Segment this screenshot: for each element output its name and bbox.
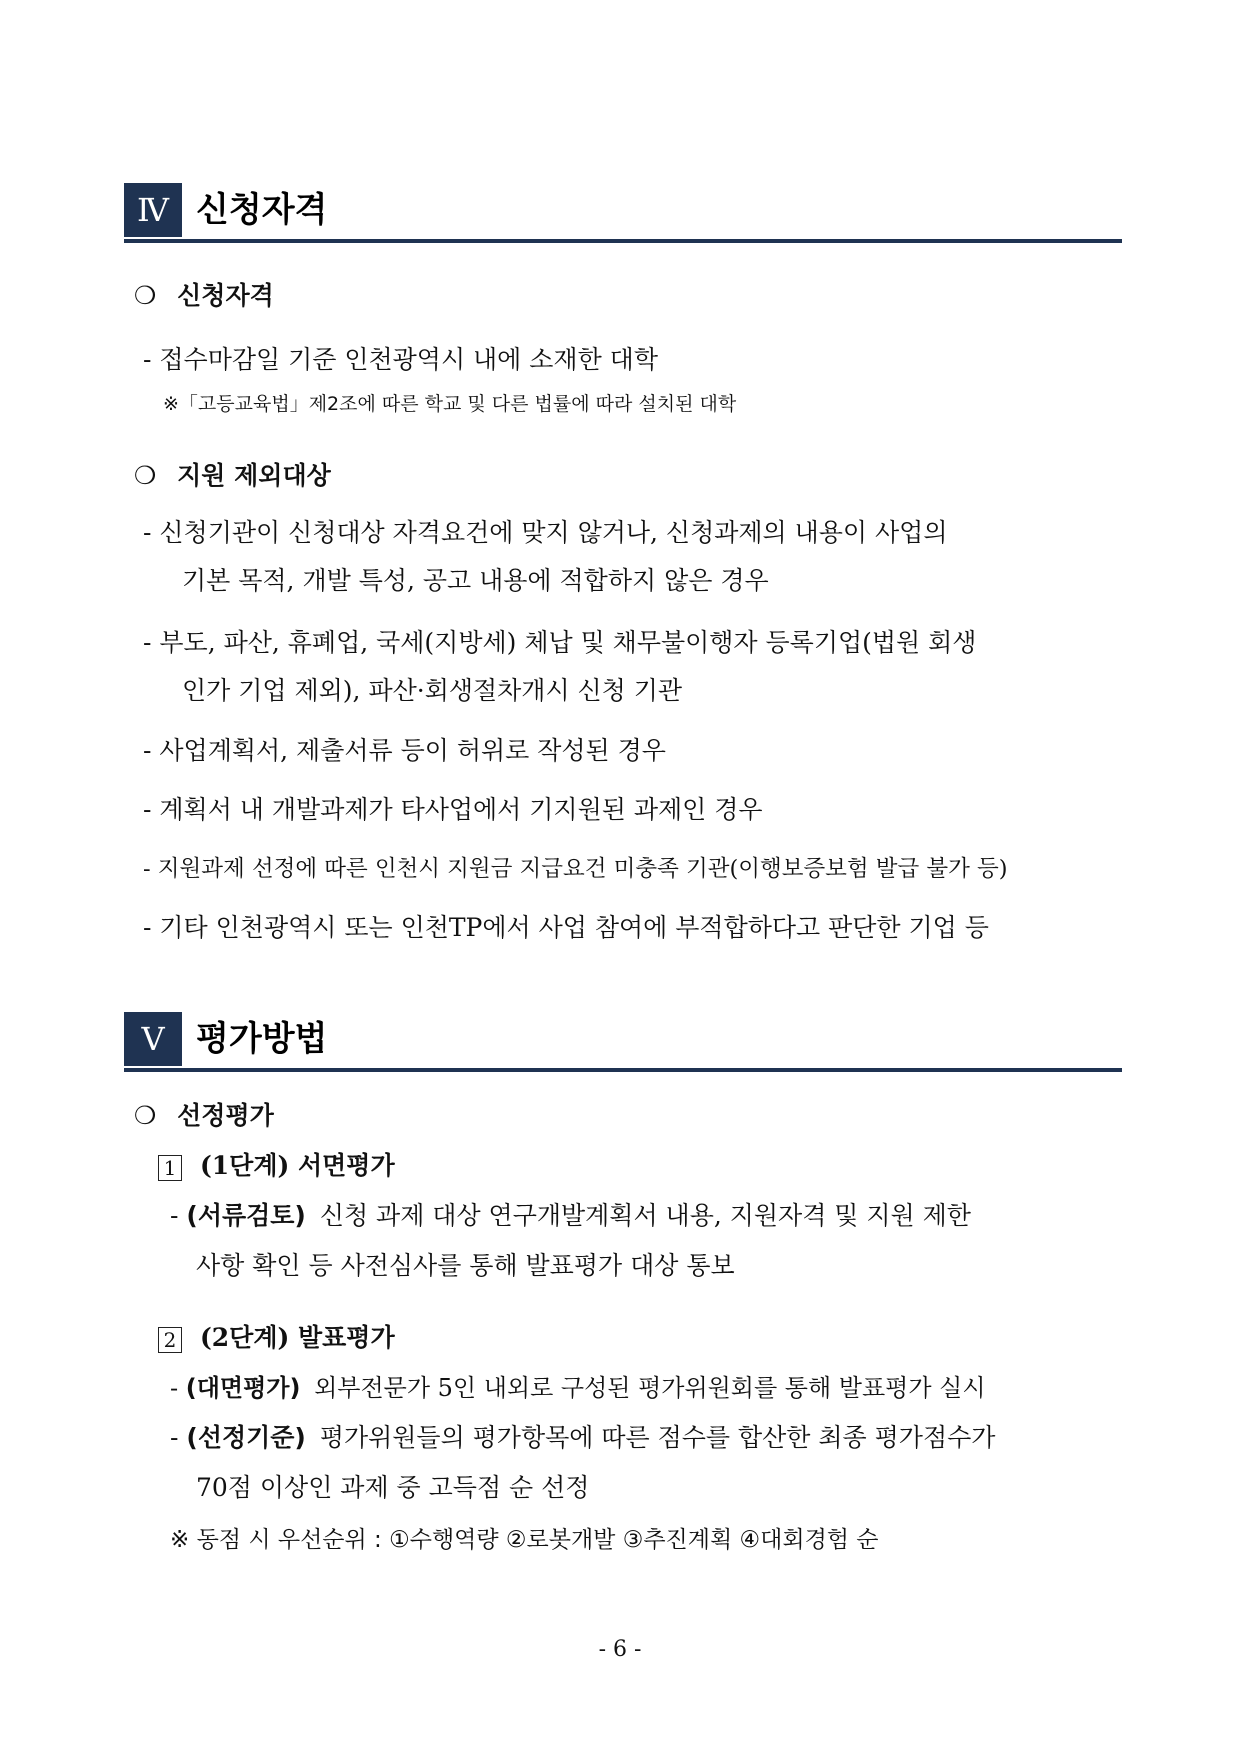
- eligibility-heading: ❍ 신청자격: [134, 281, 274, 310]
- step-1-item-line-2: 사항 확인 등 사전심사를 통해 발표평가 대상 통보: [196, 1251, 735, 1280]
- step-2-item-1-tag: (대면평가): [185, 1374, 301, 1402]
- exclusion-item-2-line-2: 인가 기업 제외), 파산·회생절차개시 신청 기관: [182, 676, 683, 705]
- exclusion-item-4: - 계획서 내 개발과제가 타사업에서 기지원된 과제인 경우: [143, 795, 763, 824]
- circle-bullet-icon: ❍: [134, 461, 157, 490]
- circle-bullet-icon: ❍: [134, 1101, 157, 1130]
- exclusion-item-6: - 기타 인천광역시 또는 인천TP에서 사업 참여에 부적합하다고 판단한 기업 등: [143, 913, 989, 942]
- step-1-item-tag: (서류검토): [186, 1201, 306, 1230]
- step-2-heading: 2 (2단계) 발표평가: [158, 1322, 395, 1354]
- tie-breaker-note: ※ 동점 시 우선순위 : ①수행역량 ②로봇개발 ③추진계획 ④대회경험 순: [170, 1527, 879, 1553]
- eligibility-item: - 접수마감일 기준 인천광역시 내에 소재한 대학: [143, 345, 658, 374]
- step-1-heading: 1 (1단계) 서면평가: [158, 1150, 395, 1182]
- section-5-header: [124, 1012, 1122, 1072]
- section-5-title: 평가방법: [196, 1019, 328, 1059]
- step-2-item-2-tag: (선정기준): [186, 1423, 306, 1452]
- section-5-number: Ⅴ: [124, 1012, 182, 1066]
- circle-bullet-icon: ❍: [134, 281, 157, 310]
- step-2-item-1: - (대면평가) 외부전문가 5인 내외로 구성된 평가위원회를 통해 발표평가 실시: [170, 1374, 986, 1402]
- exclusion-item-1-line-2: 기본 목적, 개발 특성, 공고 내용에 적합하지 않은 경우: [182, 566, 769, 595]
- section-4-title: 신청자격: [196, 190, 328, 230]
- exclusion-heading: ❍ 지원 제외대상: [134, 461, 331, 490]
- step-2-item-2-line-1: - (선정기준) 평가위원들의 평가항목에 따른 점수를 합산한 최종 평가점수가: [170, 1423, 996, 1452]
- selection-heading: ❍ 선정평가: [134, 1101, 274, 1130]
- step-1-item-line-1: - (서류검토) 신청 과제 대상 연구개발계획서 내용, 지원자격 및 지원 제한: [170, 1201, 971, 1230]
- section-4-number: Ⅳ: [124, 183, 182, 237]
- page-number: - 6 -: [598, 1637, 642, 1662]
- section-4-header: [124, 183, 1122, 243]
- exclusion-item-2-line-1: - 부도, 파산, 휴폐업, 국세(지방세) 체납 및 채무불이행자 등록기업(법원 회생: [143, 628, 977, 657]
- step-2-number-box: 2: [158, 1327, 182, 1353]
- step-2-item-2-line-2: 70점 이상인 과제 중 고득점 순 선정: [196, 1473, 590, 1502]
- exclusion-item-1-line-1: - 신청기관이 신청대상 자격요건에 맞지 않거나, 신청과제의 내용이 사업의: [143, 518, 948, 547]
- step-1-number-box: 1: [158, 1155, 182, 1181]
- eligibility-note: ※「고등교육법」제2조에 따른 학교 및 다른 법률에 따라 설치된 대학: [163, 393, 737, 415]
- exclusion-item-5: - 지원과제 선정에 따른 인천시 지원금 지급요건 미충족 기관(이행보증보험 발급 불가 등): [143, 856, 1008, 882]
- exclusion-item-3: - 사업계획서, 제출서류 등이 허위로 작성된 경우: [143, 736, 666, 765]
